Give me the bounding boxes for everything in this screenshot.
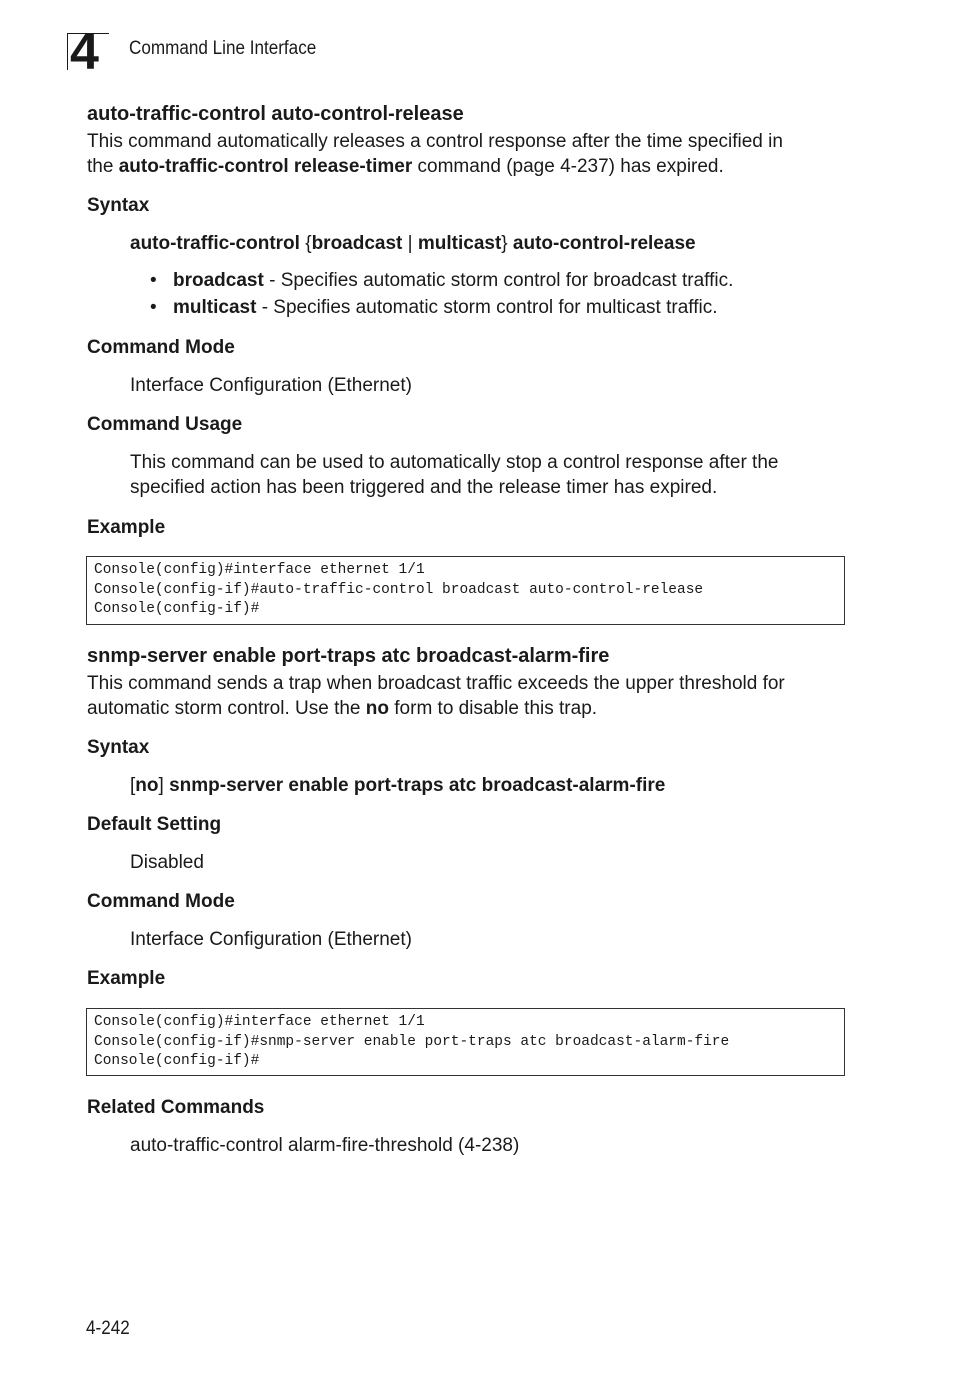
command-mode: Interface Configuration (Ethernet) [130,375,412,396]
example-heading: Example [87,968,166,989]
command-mode-heading: Command Mode [87,891,235,912]
syntax-line [130,773,860,798]
page-number: 4-242 [86,1318,130,1339]
command-mode-heading: Command Mode [87,337,235,358]
code-line: Console(config-if)#auto-traffic-control broadcast auto-control-release [94,581,704,598]
syntax-heading: Syntax [87,195,150,216]
syntax-command: snmp-server enable port-traps atc broadcast-alarm-fire [169,775,666,796]
section-description [87,129,857,179]
code-example [86,1008,845,1076]
text: form to disable this trap. [389,698,598,719]
code-line: Console(config)#interface ethernet 1/1 [94,562,425,578]
default-setting: Disabled [130,852,204,873]
parameter-item [150,268,733,293]
code-line: Console(config)#interface ethernet 1/1 [94,1014,425,1030]
description-line: This command automatically releases a control response after the time specified in [87,131,783,152]
description-line [87,154,857,179]
running-header: Command Line Interface [129,38,317,59]
related-command: auto-traffic-control alarm-fire-threshold (4-238) [130,1135,520,1156]
keyword: no [365,698,389,719]
parameter-desc: - Specifies automatic storm control for multicast traffic. [256,297,718,318]
text: command (page 4-237) has expired. [412,156,724,177]
bullet-icon: • [150,270,157,291]
syntax-line [130,231,860,256]
example-heading: Example [87,517,166,538]
chapter-number: 4 [70,23,99,81]
syntax-pipe: | [402,233,418,254]
command-reference: auto-traffic-control release-timer [118,156,413,177]
code-example [86,556,845,625]
text: automatic storm control. Use the [87,698,366,719]
syntax-brace: } [501,233,513,254]
syntax-keyword: no [135,775,159,796]
code-line: Console(config-if)# [94,601,260,617]
section-title: snmp-server enable port-traps atc broadcast-alarm-fire [87,645,610,667]
parameter-desc: - Specifies automatic storm control for broadcast traffic. [263,270,734,291]
syntax-option: broadcast [311,233,403,254]
command-usage-heading: Command Usage [87,414,243,435]
syntax-command: auto-traffic-control [130,233,300,254]
description-line: This command sends a trap when broadcast traffic exceeds the upper threshold for [87,673,785,694]
section-title: auto-traffic-control auto-control-release [87,103,464,125]
code-line: Console(config-if)#snmp-server enable port-traps atc broadcast-alarm-fire [94,1033,730,1050]
parameter-item [150,295,718,320]
text: the [87,156,119,177]
command-mode: Interface Configuration (Ethernet) [130,929,412,950]
usage-line: specified action has been triggered and the release timer has expired. [130,477,718,498]
usage-line: This command can be used to automatically stop a control response after the [130,452,779,473]
default-setting-heading: Default Setting [87,814,222,835]
description-line [87,696,857,721]
syntax-option: multicast [417,233,502,254]
syntax-bracket: [ [130,775,136,796]
command-usage [130,450,860,500]
related-commands-heading: Related Commands [87,1097,265,1118]
parameter-name: multicast [173,297,257,318]
syntax-bracket: ] [158,775,170,796]
syntax-heading: Syntax [87,737,150,758]
section-description [87,671,857,721]
parameter-name: broadcast [173,270,264,291]
bullet-icon: • [150,297,157,318]
syntax-keyword: auto-control-release [512,233,696,254]
syntax-brace: { [299,233,312,254]
code-line: Console(config-if)# [94,1053,260,1069]
